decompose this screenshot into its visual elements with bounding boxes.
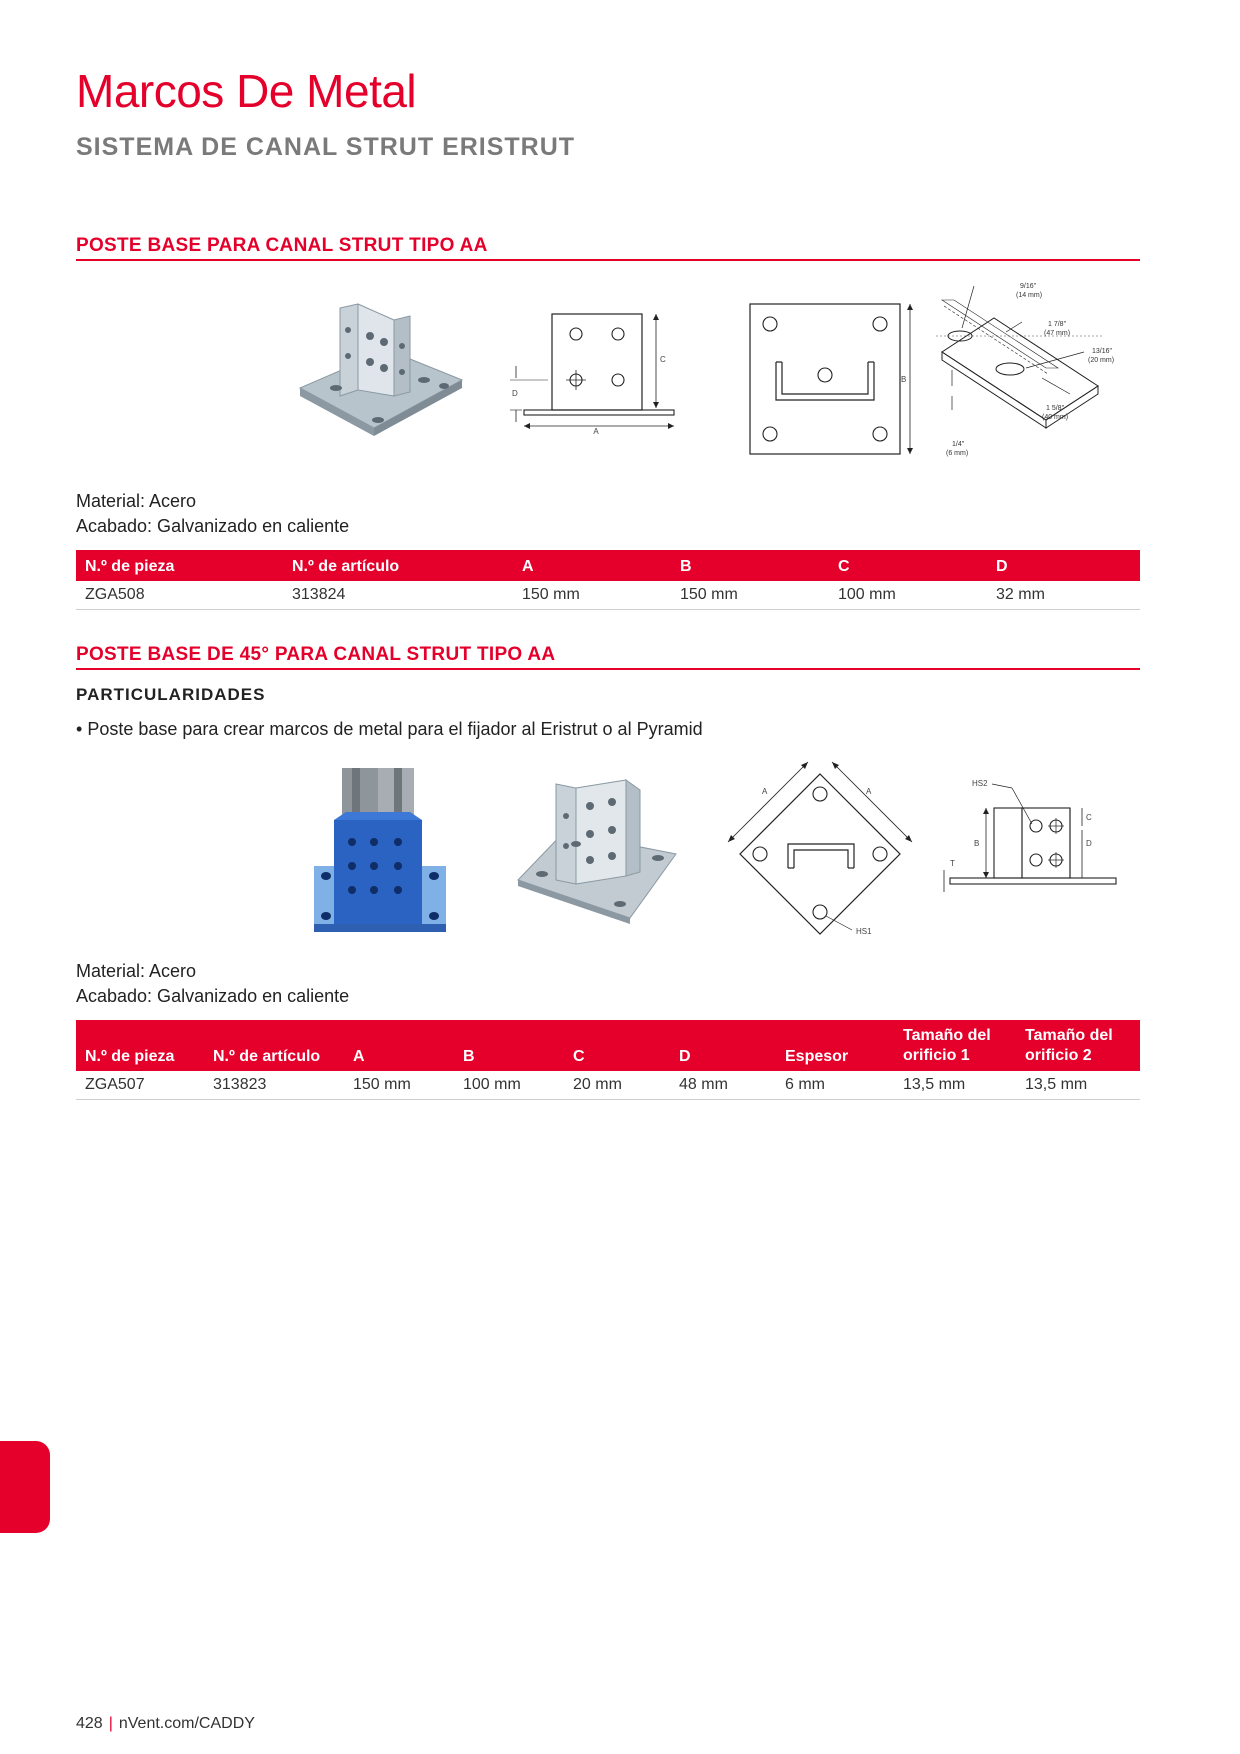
label-c: C bbox=[660, 355, 666, 364]
label-d4-in: 1 5/8" bbox=[1046, 405, 1065, 412]
label-d2-mm: (47 mm) bbox=[1044, 330, 1071, 337]
col-header: Espesor bbox=[776, 1020, 894, 1071]
col-header: B bbox=[454, 1020, 564, 1071]
col-header: C bbox=[564, 1020, 670, 1071]
table-cell: 313824 bbox=[283, 581, 513, 610]
label-d: D bbox=[512, 389, 518, 398]
drawing-diamond-view bbox=[722, 744, 918, 940]
label-a-left: A bbox=[762, 787, 768, 796]
feature-bullet bbox=[76, 717, 703, 742]
col-header: Tamaño del orificio 1 bbox=[894, 1020, 1016, 1071]
product-image-zga507 bbox=[514, 776, 680, 926]
product-image-zga507-assembly bbox=[312, 766, 448, 936]
label-hs1: HS1 bbox=[856, 927, 872, 936]
table-cell: ZGA508 bbox=[76, 581, 283, 610]
drawing-side-view bbox=[936, 774, 1132, 900]
label-b: B bbox=[974, 839, 980, 848]
label-d: D bbox=[1086, 839, 1092, 848]
footer-separator: | bbox=[108, 1715, 113, 1732]
table-row bbox=[76, 581, 1140, 610]
page-footer bbox=[76, 1715, 255, 1733]
label-d4-mm: (40 mm) bbox=[1042, 414, 1069, 421]
feature-text: Poste base para crear marcos de metal para el fijador al Eristrut o al Pyramid bbox=[87, 719, 703, 739]
label-d5-mm: (6 mm) bbox=[946, 450, 969, 457]
label-d1-in: 9/16" bbox=[1020, 283, 1037, 290]
col-header: N.º de artículo bbox=[204, 1020, 344, 1071]
section2-heading: POSTE BASE DE 45° PARA CANAL STRUT TIPO AA bbox=[76, 644, 556, 665]
page-number: 428 bbox=[76, 1715, 103, 1732]
section1-rule bbox=[76, 259, 1140, 261]
table-cell: 150 mm bbox=[513, 581, 671, 610]
table-cell: 313823 bbox=[204, 1071, 344, 1100]
table-cell: ZGA507 bbox=[76, 1071, 204, 1100]
table-cell: 13,5 mm bbox=[1016, 1071, 1140, 1100]
table-cell: 150 mm bbox=[671, 581, 829, 610]
drawing-hole-detail bbox=[922, 276, 1132, 466]
section1-material: Material: Acero bbox=[76, 491, 197, 511]
table-cell: 48 mm bbox=[670, 1071, 776, 1100]
label-a: A bbox=[593, 427, 599, 436]
section1-finish: Acabado: Galvanizado en caliente bbox=[76, 516, 350, 536]
label-d2-in: 1 7/8" bbox=[1048, 321, 1067, 328]
label-t: T bbox=[950, 859, 955, 868]
section2-finish: Acabado: Galvanizado en caliente bbox=[76, 986, 350, 1006]
table-cell: 6 mm bbox=[776, 1071, 894, 1100]
table-cell: 32 mm bbox=[987, 581, 1140, 610]
col-header: D bbox=[987, 550, 1140, 581]
label-d3-mm: (20 mm) bbox=[1088, 357, 1115, 364]
col-header: Tamaño del orificio 2 bbox=[1016, 1020, 1140, 1071]
col-header: N.º de artículo bbox=[283, 550, 513, 581]
col-header: C bbox=[829, 550, 987, 581]
bullet-icon: • bbox=[76, 719, 88, 739]
section1-spec-table bbox=[76, 550, 1140, 610]
footer-link[interactable]: nVent.com/CADDY bbox=[118, 1715, 255, 1732]
label-hs2: HS2 bbox=[972, 779, 988, 788]
page-subtitle: SISTEMA DE CANAL STRUT ERISTRUT bbox=[76, 133, 576, 161]
label-d3-in: 13/16" bbox=[1092, 348, 1113, 355]
table-cell: 150 mm bbox=[344, 1071, 454, 1100]
col-header: B bbox=[671, 550, 829, 581]
table-row bbox=[76, 1071, 1140, 1100]
section1-heading: POSTE BASE PARA CANAL STRUT TIPO AA bbox=[76, 235, 488, 256]
features-heading: PARTICULARIDADES bbox=[76, 685, 266, 704]
section2-material: Material: Acero bbox=[76, 961, 197, 981]
col-header: A bbox=[513, 550, 671, 581]
section2-rule bbox=[76, 668, 1140, 670]
label-a-right: A bbox=[866, 787, 872, 796]
label-c: C bbox=[1086, 813, 1092, 822]
table-cell: 100 mm bbox=[829, 581, 987, 610]
table-cell: 13,5 mm bbox=[894, 1071, 1016, 1100]
drawing-top-view bbox=[742, 296, 918, 456]
label-b: B bbox=[901, 375, 907, 384]
chapter-tab bbox=[0, 1441, 50, 1533]
product-image-zga508 bbox=[296, 296, 466, 446]
col-header: A bbox=[344, 1020, 454, 1071]
page-title: Marcos De Metal bbox=[76, 65, 417, 117]
section2-spec-table bbox=[76, 1020, 1140, 1100]
table-cell: 20 mm bbox=[564, 1071, 670, 1100]
label-d5-in: 1/4" bbox=[952, 441, 965, 448]
col-header: N.º de pieza bbox=[76, 1020, 204, 1071]
label-d1-mm: (14 mm) bbox=[1016, 292, 1043, 299]
table-cell: 100 mm bbox=[454, 1071, 564, 1100]
drawing-front-view bbox=[508, 302, 688, 436]
col-header: D bbox=[670, 1020, 776, 1071]
col-header: N.º de pieza bbox=[76, 550, 283, 581]
